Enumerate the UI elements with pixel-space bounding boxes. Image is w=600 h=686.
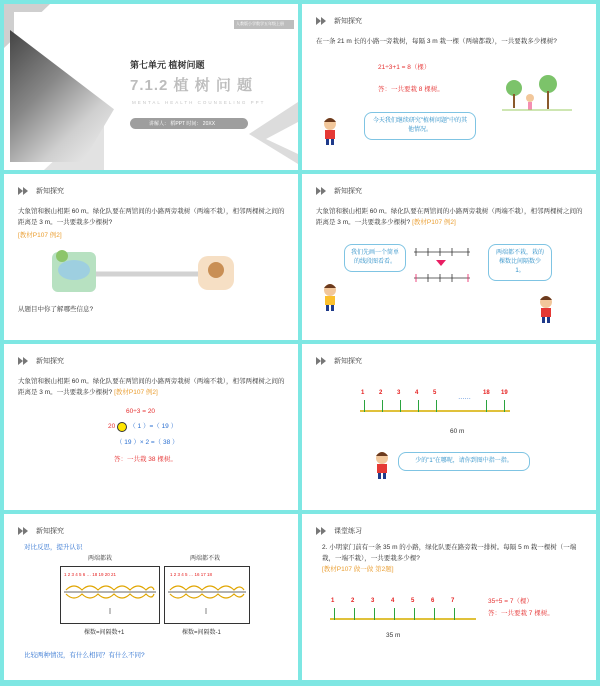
tree-tick-label: 4 <box>415 390 419 396</box>
dots-text: …… <box>458 394 471 401</box>
slide-header <box>316 184 362 198</box>
tree-tick-label: 3 <box>397 390 401 396</box>
speech-bubble-left: 我们先画一个简单的线段图看看。 <box>344 244 406 272</box>
tree-tick <box>382 400 383 412</box>
tree-tick <box>374 608 375 620</box>
question-body: 大象馆和猴山相距 60 m。绿化队要在两馆间的小路两旁栽树（两端不栽），相邻两棵树之间的距离是 3 m。一共要栽多少棵树? <box>18 378 285 396</box>
tree-tick-label: 19 <box>501 390 508 396</box>
header-label: 新知探究 <box>36 358 64 365</box>
question-text <box>316 206 586 228</box>
tree-tick-label: 3 <box>371 598 375 604</box>
speech-bubble: 少的"1"在哪呢，请你到图中指一指。 <box>398 452 530 471</box>
tree-tick <box>400 400 401 412</box>
slide-title[interactable] <box>4 4 298 170</box>
length-label: 35 m <box>386 632 401 639</box>
tree-tick-label: 2 <box>379 390 383 396</box>
nums-left: 1 2 3 4 5 6 … 18 19 20 21 <box>64 572 117 577</box>
tree-tick-label: 2 <box>351 598 355 604</box>
tree-tick <box>504 400 505 412</box>
source-text: [教材P107 例2] <box>114 389 158 396</box>
tree-tick <box>354 608 355 620</box>
question-text <box>18 376 288 398</box>
calc-line-3: （ 19 ）× 2 =（ 38 ） <box>116 439 179 446</box>
lesson-title: 7.1.2 植 树 问 题 <box>130 77 254 94</box>
calc-line-2-start: 20 <box>108 423 116 430</box>
tree-tick <box>414 608 415 620</box>
source-text: [教材P107 例2] <box>412 219 456 226</box>
tree-tick <box>394 608 395 620</box>
tree-tick <box>454 608 455 620</box>
chevron-icon <box>316 185 330 197</box>
header-label: 新知探究 <box>334 358 362 365</box>
tree-tick-label: 6 <box>431 598 435 604</box>
tree-tick <box>434 608 435 620</box>
speech-bubble: 今天我们继续研究"植树问题"中的其他情况。 <box>364 112 476 140</box>
student-avatar-left <box>320 282 340 312</box>
slide-8[interactable] <box>302 514 596 680</box>
question-text: 2. 小明家门前有一条 35 m 的小路，绿化队要在路旁栽一排树。每隔 5 m 栽一棵树（一端栽，一端不栽），一共要栽多少棵? <box>322 544 577 562</box>
tree-tick-label: 7 <box>451 598 455 604</box>
header-label: 新知探究 <box>334 18 362 25</box>
nums-right: 1 2 3 4 5 … 16 17 18 <box>170 572 213 577</box>
zoo-illustration <box>48 242 238 302</box>
chevron-icon <box>18 185 32 197</box>
author-text: 讲解人： 稻PPT 时间： 20XX <box>149 121 216 127</box>
slide-header <box>316 14 362 28</box>
header-label: 课堂练习 <box>334 528 362 535</box>
chevron-icon <box>316 15 330 27</box>
prompt-text: 从题目中你了解哪些信息? <box>18 306 94 313</box>
compare-question: 比较两种情况，有什么相同？有什么不同? <box>24 652 145 659</box>
interval-diagram-left <box>62 580 158 616</box>
tree-tick-label: 5 <box>411 598 415 604</box>
header-label: 新知探究 <box>36 528 64 535</box>
slide-header <box>18 354 64 368</box>
tree-tick <box>334 608 335 620</box>
interval-diagram-right <box>166 580 248 616</box>
tree-tick-label: 1 <box>361 390 365 396</box>
tree-tick <box>436 400 437 412</box>
slide-7[interactable] <box>4 514 298 680</box>
student-avatar-right <box>536 294 556 324</box>
tree-line <box>302 514 596 680</box>
answer-text: 答：一共栽 38 棵树。 <box>114 456 177 463</box>
section-title: 对比反思，提升认识 <box>24 544 83 551</box>
tree-tick-label: 4 <box>391 598 395 604</box>
chevron-icon <box>18 525 32 537</box>
answer-text: 答：一共要栽 7 棵树。 <box>488 610 554 617</box>
source-text: [教材P107 做一做 第2题] <box>322 566 394 573</box>
line-diagram <box>414 246 474 286</box>
tree-tick-label: 18 <box>483 390 490 396</box>
header-label: 新知探究 <box>334 188 362 195</box>
calc-line-2 <box>108 421 177 432</box>
question-text: 大象馆和猴山相距 60 m。绿化队要在两馆间的小路两旁栽树（两端不栽），相邻两棵树之间的距离是 3 m。一共要栽多少棵树? <box>18 208 285 226</box>
slide-2[interactable] <box>302 4 596 170</box>
answer-text: 答：一共要栽 8 棵树。 <box>378 86 444 93</box>
slide-6[interactable] <box>302 344 596 510</box>
slide-3[interactable] <box>4 174 298 340</box>
calc-text: 21÷3+1 = 8（棵） <box>378 64 431 71</box>
unit-title: 第七单元 植树问题 <box>130 60 205 70</box>
tree-tick <box>418 400 419 412</box>
length-label: 60 m <box>450 428 465 435</box>
calc-line-2-rest: （ 1 ）=（ 19 ） <box>129 423 178 430</box>
tree-tick <box>486 400 487 412</box>
calc-text: 35÷5 = 7（棵） <box>488 598 533 605</box>
slide-header <box>18 184 64 198</box>
calc-line-1: 60÷3 = 20 <box>126 408 156 415</box>
trees-illustration <box>502 72 572 112</box>
slide-grid <box>4 4 596 682</box>
tree-tick-label: 1 <box>331 598 335 604</box>
student-avatar <box>320 116 340 146</box>
formula-left: 棵数=间隔数+1 <box>84 630 125 636</box>
slide-4[interactable] <box>302 174 596 340</box>
chevron-icon <box>18 355 32 367</box>
slide-header <box>18 524 64 538</box>
tree-tick-label: 5 <box>433 390 437 396</box>
tree-line <box>302 344 596 510</box>
speech-bubble-right: 两端都不栽，栽的棵数比间隔数少 1。 <box>488 244 552 281</box>
source-text: [教材P107 例2] <box>18 232 62 239</box>
formula-right: 棵数=间隔数-1 <box>182 630 221 636</box>
label-right: 两端都不栽 <box>190 556 221 562</box>
label-left: 两端都栽 <box>88 556 113 562</box>
subtitle: MENTAL HEALTH COUNSELING PPT <box>132 100 266 105</box>
tree-tick <box>364 400 365 412</box>
slide-5[interactable] <box>4 344 298 510</box>
publisher-text: 人教版小学数学五年级上册 <box>236 21 284 26</box>
question-body: 大象馆和猴山相距 60 m。绿化队要在两馆间的小路两旁栽树（两端不栽），相邻两棵树之间的距离是 3 m。一共要栽多少棵树? <box>316 208 583 226</box>
question-text: 在一条 21 m 长的小路一旁栽树，每隔 3 m 栽一棵（两端都栽），一共要栽多少棵树? <box>316 38 557 45</box>
minus-circle-icon <box>117 422 127 432</box>
header-label: 新知探究 <box>36 188 64 195</box>
student-avatar <box>372 450 392 480</box>
